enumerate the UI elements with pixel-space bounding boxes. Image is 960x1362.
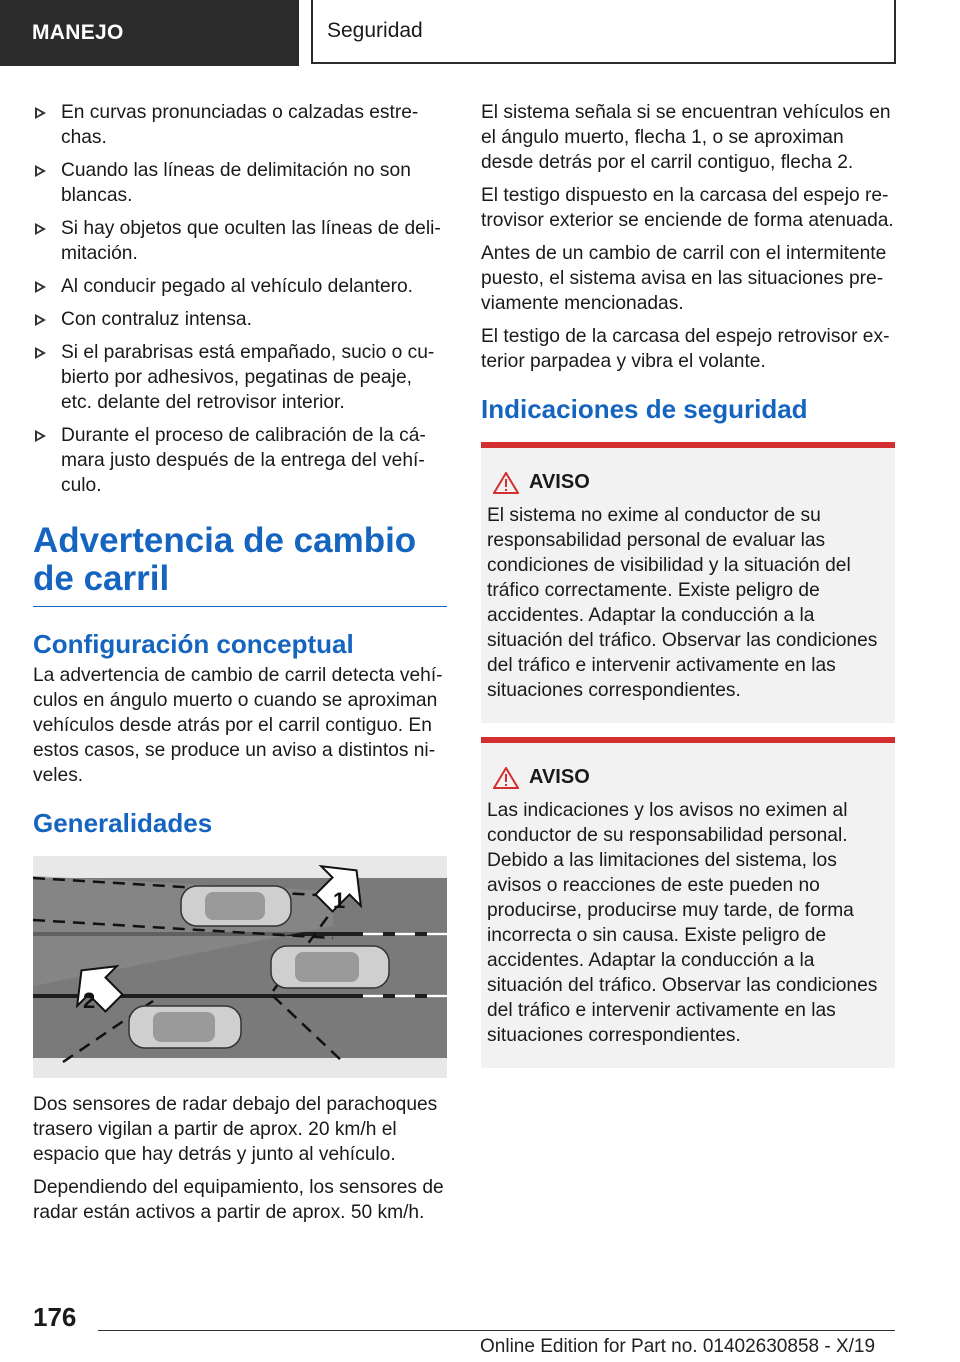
section-title: MANEJO bbox=[32, 21, 124, 44]
safety-heading: Indicaciones de seguridad bbox=[481, 394, 808, 424]
page-number: 176 bbox=[33, 1302, 77, 1332]
right-paragraph-2: El testigo dispuesto en la carcasa del espejo retrovisor exterior se enciende de forma atenuada. bbox=[481, 185, 894, 231]
bullet-list bbox=[33, 100, 447, 498]
list-item: Cuando las líneas de delimitación no son blancas. bbox=[33, 158, 447, 208]
list-item: En curvas pronunciadas o calzadas estrechas. bbox=[33, 100, 447, 150]
list-item: Si el parabrisas está empañado, sucio o cubierto por adhesivos, pegatinas de peaje, etc. delante del retrovisor interior. bbox=[33, 340, 447, 415]
triangle-right-icon bbox=[35, 281, 46, 293]
svg-text:2: 2 bbox=[83, 988, 96, 1013]
triangle-right-icon bbox=[35, 107, 46, 119]
svg-text:1: 1 bbox=[333, 888, 346, 913]
chapter-title: Seguridad bbox=[327, 19, 423, 42]
radar-paragraph-2: Dependiendo del equipamiento, los sensores de radar están activos a partir de aprox. 50 km/h. bbox=[33, 1177, 444, 1223]
list-item: Con contraluz intensa. bbox=[33, 307, 447, 332]
right-paragraph-1: El sistema señala si se encuentran vehículos en el ángulo muerto, flecha 1, o se aproximan desde detrás por el carril contiguo, flecha 2. bbox=[481, 102, 891, 173]
lane-change-illustration bbox=[33, 856, 447, 1078]
warning-box-2 bbox=[481, 737, 895, 1068]
right-paragraph-3: Antes de un cambio de carril con el intermitente puesto, el sistema avisa en las situaciones previamente mencionadas. bbox=[481, 243, 887, 314]
warning-triangle-icon bbox=[493, 472, 519, 494]
car-bottom bbox=[129, 1006, 241, 1048]
car-top bbox=[181, 886, 291, 926]
section-heading: Advertencia de cambio de carril bbox=[33, 522, 447, 607]
triangle-right-icon bbox=[35, 223, 46, 235]
section-tab bbox=[0, 0, 299, 66]
triangle-right-icon bbox=[35, 347, 46, 359]
subheading-general: Generalidades bbox=[33, 808, 213, 838]
radar-paragraph-1: Dos sensores de radar debajo del parachoques trasero vigilan a partir de aprox. 20 km/h el espacio que hay detrás y junto al vehículo. bbox=[33, 1094, 438, 1165]
concept-paragraph: La advertencia de cambio de carril detecta vehículos en ángulo muerto o cuando se aproximan vehículos desde atrás por el carril contiguo. En estos casos, se produce un aviso a distintos niveles. bbox=[33, 665, 443, 786]
subheading-concept: Configuración conceptual bbox=[33, 629, 354, 659]
list-item: Si hay objetos que oculten las líneas de delimitación. bbox=[33, 216, 447, 266]
list-item: Durante el proceso de calibración de la cámara justo después de la entrega del vehículo. bbox=[33, 423, 447, 498]
edition-text: Online Edition for Part no. 01402630858 - X/19 bbox=[480, 1336, 876, 1357]
warning-title: AVISO bbox=[487, 470, 887, 495]
car-middle bbox=[271, 946, 389, 988]
warning-text: El sistema no exime al conductor de su responsabilidad personal de evaluar las condiciones de visibilidad y la situación del tráfico correctamente. Existe peligro de accidentes. Adaptar la conducción a la situación del tráfico. Observar las condiciones del tráfico e intervenir activamente en las situaciones correspondientes. bbox=[487, 505, 878, 701]
triangle-right-icon bbox=[35, 430, 46, 442]
warning-triangle-icon bbox=[493, 767, 519, 789]
footer-divider bbox=[98, 1330, 895, 1331]
warning-box-1 bbox=[481, 442, 895, 723]
triangle-right-icon bbox=[35, 165, 46, 177]
chapter-header bbox=[311, 0, 896, 64]
warning-text: Las indicaciones y los avisos no eximen al conductor de su responsabilidad personal. Debido a las limitaciones del sistema, los avisos o reacciones de este pueden no producirse, producirse muy tarde, de forma incorrecta o sin causa. Existe peligro de accidentes. Adaptar la conducción a la situación del tráfico. Observar las condiciones del tráfico e intervenir activamente en las situaciones correspondientes. bbox=[487, 800, 878, 1046]
left-column bbox=[33, 100, 447, 1233]
list-item: Al conducir pegado al vehículo delantero. bbox=[33, 274, 447, 299]
right-column bbox=[481, 100, 895, 1082]
warning-title: AVISO bbox=[487, 765, 887, 790]
triangle-right-icon bbox=[35, 314, 46, 326]
right-paragraph-4: El testigo de la carcasa del espejo retrovisor exterior parpadea y vibra el volante. bbox=[481, 326, 890, 372]
